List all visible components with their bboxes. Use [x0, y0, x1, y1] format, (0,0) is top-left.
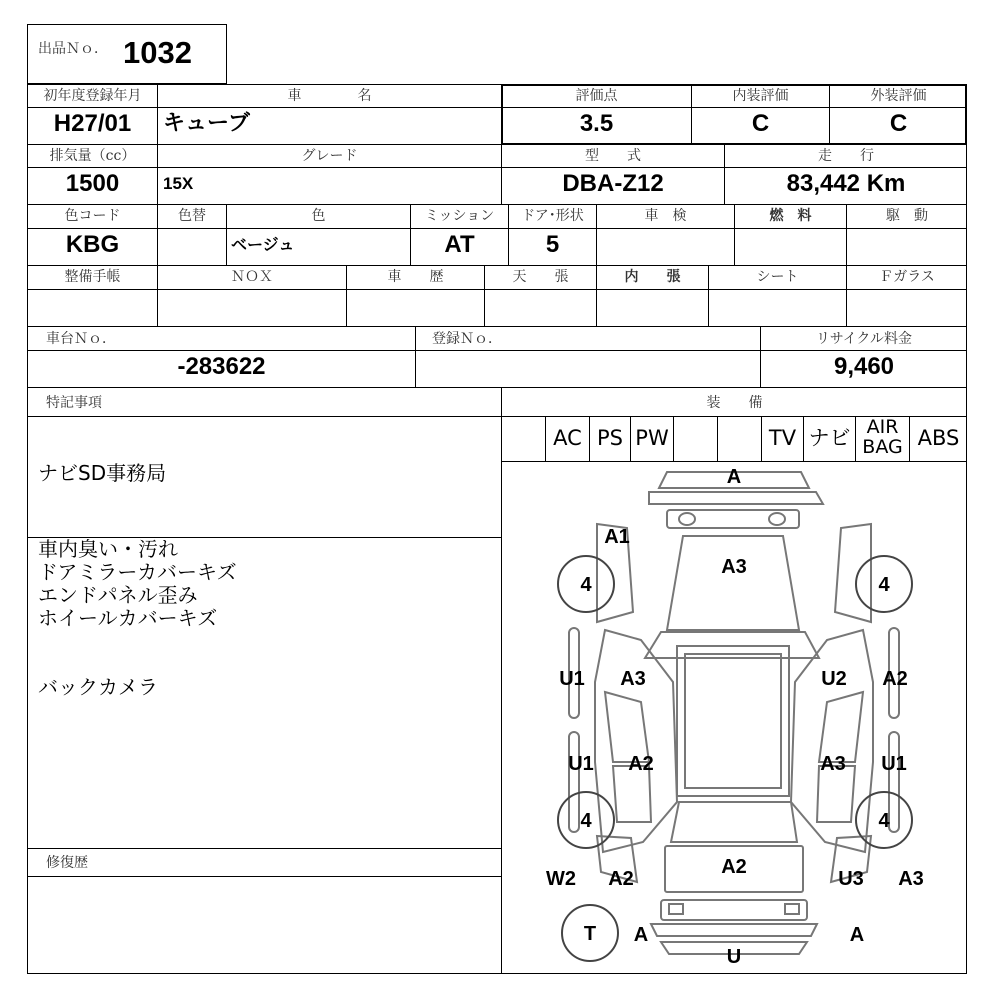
- divider: [27, 416, 967, 417]
- divider: [673, 416, 674, 461]
- first-registration: H27/01: [53, 110, 132, 137]
- registration-number-label: 登録Ｎｏ．: [432, 331, 502, 347]
- service-book-label: 整備手帳: [64, 269, 121, 285]
- interior-grade: C: [751, 110, 770, 137]
- color: ベージュ: [231, 235, 295, 254]
- front-glass-label: Ｆガラス: [879, 269, 935, 285]
- score-label: 評価点: [575, 88, 618, 104]
- right-fender-outline: [835, 524, 871, 622]
- model-code: DBA-Z12: [562, 170, 664, 197]
- equipment-pw: PW: [635, 426, 669, 450]
- mark-left-rear-door: A2: [628, 753, 654, 775]
- seat-label: シート: [756, 269, 799, 285]
- lot-number-box: [27, 24, 227, 84]
- equipment-airbag: AIR BAG: [862, 416, 903, 458]
- mark-wheel-rr: 4: [878, 810, 890, 832]
- recycle-fee: 9,460: [833, 353, 895, 380]
- door: 5: [545, 231, 560, 258]
- emblem-outline: [769, 513, 785, 525]
- tail-lamp-outline: [669, 904, 683, 914]
- mark-windshield: A3: [721, 556, 747, 578]
- door-label: ドア･形状: [521, 208, 584, 224]
- mark-wheel-rl: 4: [580, 810, 592, 832]
- mark-rear-glass: A2: [721, 856, 747, 878]
- lot-number: 1032: [123, 35, 192, 70]
- divider: [27, 848, 501, 849]
- tail-lamp-outline: [785, 904, 799, 914]
- inspection-label: 車 検: [644, 208, 687, 224]
- rear-glass-outline: [671, 802, 797, 842]
- equipment-tv: TV: [768, 426, 797, 450]
- roof-outline: [677, 646, 789, 796]
- divider: [27, 204, 967, 205]
- mark-wheel-fr: 4: [878, 574, 890, 596]
- exterior-grade-label: 外装評価: [870, 88, 927, 104]
- mark-left-fender: U1: [559, 668, 585, 690]
- mileage-label: 走 行: [818, 148, 874, 164]
- left-door-outline: [605, 692, 649, 762]
- mark-rear-left: A: [633, 924, 649, 946]
- fuel-label: 燃 料: [769, 208, 812, 224]
- mark-left-quarter: W2: [546, 868, 576, 890]
- chassis-number: -283622: [177, 353, 266, 380]
- mission: AT: [444, 231, 475, 258]
- mission-label: ミッション: [424, 208, 495, 224]
- left-side-outline: [595, 630, 677, 852]
- front-bumper-outline: [649, 492, 823, 504]
- divider: [27, 265, 967, 266]
- drive-label: 駆 動: [886, 208, 928, 224]
- left-sill-outline: [569, 732, 579, 832]
- mark-hood-left: A1: [604, 526, 630, 548]
- condition-line: 車内臭い・汚れ: [38, 537, 178, 561]
- grade-label: グレード: [301, 148, 358, 164]
- divider: [27, 387, 967, 388]
- equipment-navi: ナビ: [808, 426, 851, 450]
- right-sill-outline: [889, 732, 899, 832]
- roof-lining-label: 天 張: [512, 269, 569, 285]
- model-code-label: 型 式: [585, 148, 641, 164]
- special-note-line: ナビSD事務局: [38, 461, 167, 485]
- divider: [415, 326, 416, 387]
- mark-right-rear-door: A3: [820, 753, 846, 775]
- divider: [27, 326, 967, 327]
- equipment-label: 装 備: [706, 395, 763, 411]
- mark-front: A: [726, 466, 742, 488]
- mark-spare-tire: T: [583, 923, 597, 945]
- mark-right-rear: U3: [838, 868, 864, 890]
- mark-rear-bumper: U: [726, 946, 742, 968]
- mark-right-fender: A2: [882, 668, 908, 690]
- divider: [27, 876, 501, 877]
- grade: 15X: [163, 174, 194, 193]
- mark-right-quarter: A3: [898, 868, 924, 890]
- nox-label: ＮＯＸ: [231, 269, 273, 285]
- condition-line: ホイールカバーキズ: [38, 606, 218, 630]
- roof-inner-outline: [685, 654, 781, 788]
- year-label: 初年度登録年月: [43, 88, 142, 104]
- recycle-fee-label: リサイクル料金: [815, 331, 913, 347]
- condition-line: エンドパネル歪み: [38, 583, 198, 607]
- windshield-outline: [667, 536, 799, 630]
- equipment-abs: ABS: [917, 426, 960, 450]
- equipment-ps: PS: [597, 426, 623, 450]
- color-label: 色: [311, 208, 326, 224]
- extra-equipment-line: バックカメラ: [38, 675, 158, 699]
- interior-grade-label: 内装評価: [732, 88, 789, 104]
- special-notes-label: 特記事項: [46, 395, 102, 411]
- color-code: KBG: [65, 231, 120, 258]
- car-name-label: 車 名: [287, 88, 372, 104]
- right-side-outline: [791, 630, 873, 852]
- mark-right-rear-sill: U1: [881, 753, 907, 775]
- right-door-outline: [819, 692, 863, 762]
- vehicle-history-label: 車 歴: [387, 269, 444, 285]
- score: 3.5: [579, 110, 614, 137]
- mark-rear-right: A: [849, 924, 865, 946]
- emblem-outline: [679, 513, 695, 525]
- car-damage-diagram: [501, 462, 967, 974]
- color-change-label: 色替: [178, 208, 206, 224]
- divider: [717, 416, 718, 461]
- mark-left-front-door: A3: [620, 668, 646, 690]
- mark-wheel-fl: 4: [580, 574, 592, 596]
- mileage: 83,442 Km: [786, 170, 906, 197]
- rear-bumper-outline: [651, 924, 817, 936]
- divider: [27, 289, 967, 290]
- displacement: 1500: [65, 170, 120, 197]
- exterior-grade: C: [889, 110, 908, 137]
- repair-history-label: 修復歴: [46, 855, 88, 871]
- lot-number-label: 出品Ｎｏ．: [38, 41, 108, 57]
- displacement-label: 排気量（cc）: [49, 148, 136, 164]
- chassis-number-label: 車台Ｎｏ．: [46, 331, 116, 347]
- mark-left-rear: A2: [608, 868, 634, 890]
- equipment-ac: AC: [553, 426, 582, 450]
- car-name: キューブ: [163, 111, 250, 136]
- mark-right-front-door: U2: [821, 668, 847, 690]
- color-code-label: 色コード: [64, 208, 121, 224]
- mark-left-rear-sill: U1: [568, 753, 594, 775]
- condition-line: ドアミラーカバーキズ: [38, 560, 237, 584]
- interior-lining-label: 内 張: [624, 269, 681, 285]
